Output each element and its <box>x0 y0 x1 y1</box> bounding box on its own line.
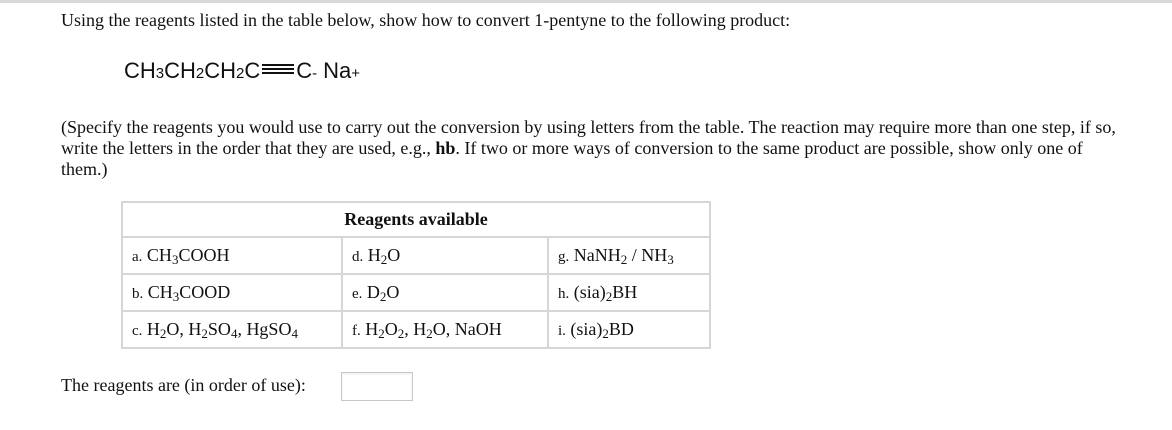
product-formula: CH 3 CH 2 CH 2 C C - Na + <box>124 58 361 83</box>
formula-subscript: 2 <box>602 326 609 341</box>
formula-subscript: 2 <box>201 326 208 341</box>
reagent-formula-text: H <box>367 245 381 265</box>
formula-subscript: 3 <box>667 252 674 267</box>
reagent-letter: f. <box>352 323 361 339</box>
reagent-formula-text: CH <box>147 282 173 302</box>
instructions-example: hb <box>435 138 456 158</box>
top-divider <box>0 0 1172 3</box>
formula-subscript: 2 <box>620 252 628 267</box>
reagent-formula-text: (sia) <box>573 282 606 302</box>
reagent-formula-text: O, H <box>166 319 202 339</box>
reagent-formula-text: O <box>386 282 400 302</box>
reagent-formula-text: O <box>384 319 398 339</box>
reagent-cell <box>342 274 548 311</box>
instructions <box>61 117 1131 180</box>
triple-bond-icon <box>261 62 295 76</box>
reagent-letter: a. <box>132 249 143 265</box>
reagent-letter: h. <box>558 286 570 302</box>
reagent-formula-text: BH <box>612 282 638 302</box>
formula-subscript: 2 <box>605 289 613 304</box>
formula-subscript: 4 <box>230 326 238 341</box>
reagent-cell <box>548 311 710 348</box>
reagent-cell <box>122 274 342 311</box>
reagent-formula-text: COOD <box>179 282 231 302</box>
reagent-formula-text: , HgSO <box>237 319 292 339</box>
formula-subscript: 4 <box>291 326 298 341</box>
reagent-formula-text: SO <box>207 319 231 339</box>
reagent-letter: c. <box>132 323 143 339</box>
reagent-formula-text: NaNH <box>573 245 621 265</box>
instructions-text: . If two or more ways of conversion to the same product are possible, show only one of them.) <box>61 138 1083 179</box>
reagent-cell <box>548 274 710 311</box>
reagent-formula-text: / NH <box>627 245 668 265</box>
reagent-formula-text: O, NaOH <box>432 319 502 339</box>
reagent-cell <box>122 311 342 348</box>
formula-text: CH <box>204 58 237 83</box>
reagent-cell <box>342 311 548 348</box>
reagent-formula-text: O <box>387 245 401 265</box>
reagent-letter: d. <box>352 249 364 265</box>
formula-subscript: 3 <box>171 252 179 267</box>
formula-text: CH <box>124 58 156 83</box>
reagent-letter: g. <box>558 249 570 265</box>
formula-subscript: 2 <box>378 326 385 341</box>
formula-subscript: 2 <box>159 326 167 341</box>
reagent-cell <box>122 237 342 274</box>
table-row <box>122 274 710 311</box>
reagent-letter: b. <box>132 286 144 302</box>
reagent-letter: i. <box>558 323 566 339</box>
formula-subscript: 2 <box>426 326 433 341</box>
reagent-formula-text: BD <box>608 319 634 339</box>
formula-subscript: 2 <box>379 289 387 304</box>
instructions-text: (Specify the reagents you would use to carry out the conversion by using letters from the table. The reaction may require more than one step, if so, write the letters in the order that they are used, e.g., <box>61 117 1116 158</box>
table-row <box>122 237 710 274</box>
formula-text: C <box>244 58 261 83</box>
reagent-cell <box>548 237 710 274</box>
answer-label: The reagents are (in order of use): <box>61 375 306 395</box>
formula-text: C <box>296 58 313 83</box>
formula-subscript: 3 <box>172 289 180 304</box>
answer-input[interactable] <box>341 372 413 401</box>
reagent-formula-text: (sia) <box>570 319 603 339</box>
reagent-formula-text: CH <box>146 245 172 265</box>
reagent-formula-text: COOH <box>178 245 230 265</box>
question-prompt: Using the reagents listed in the table below, show how to convert 1-pentyne to the following product: <box>61 10 791 30</box>
reagent-formula-text: H <box>365 319 379 339</box>
reagents-table <box>121 201 711 349</box>
table-header: Reagents available <box>122 202 710 237</box>
table-row <box>122 311 710 348</box>
reagent-formula-text: D <box>366 282 380 302</box>
reagent-cell <box>342 237 548 274</box>
reagent-formula-text: , H <box>404 319 427 339</box>
reagent-letter: e. <box>352 286 363 302</box>
formula-text: CH <box>164 58 196 83</box>
formula-subscript: 2 <box>380 252 388 267</box>
formula-subscript: 2 <box>397 326 405 341</box>
reagent-formula-text: H <box>146 319 160 339</box>
formula-text: Na <box>323 58 352 83</box>
